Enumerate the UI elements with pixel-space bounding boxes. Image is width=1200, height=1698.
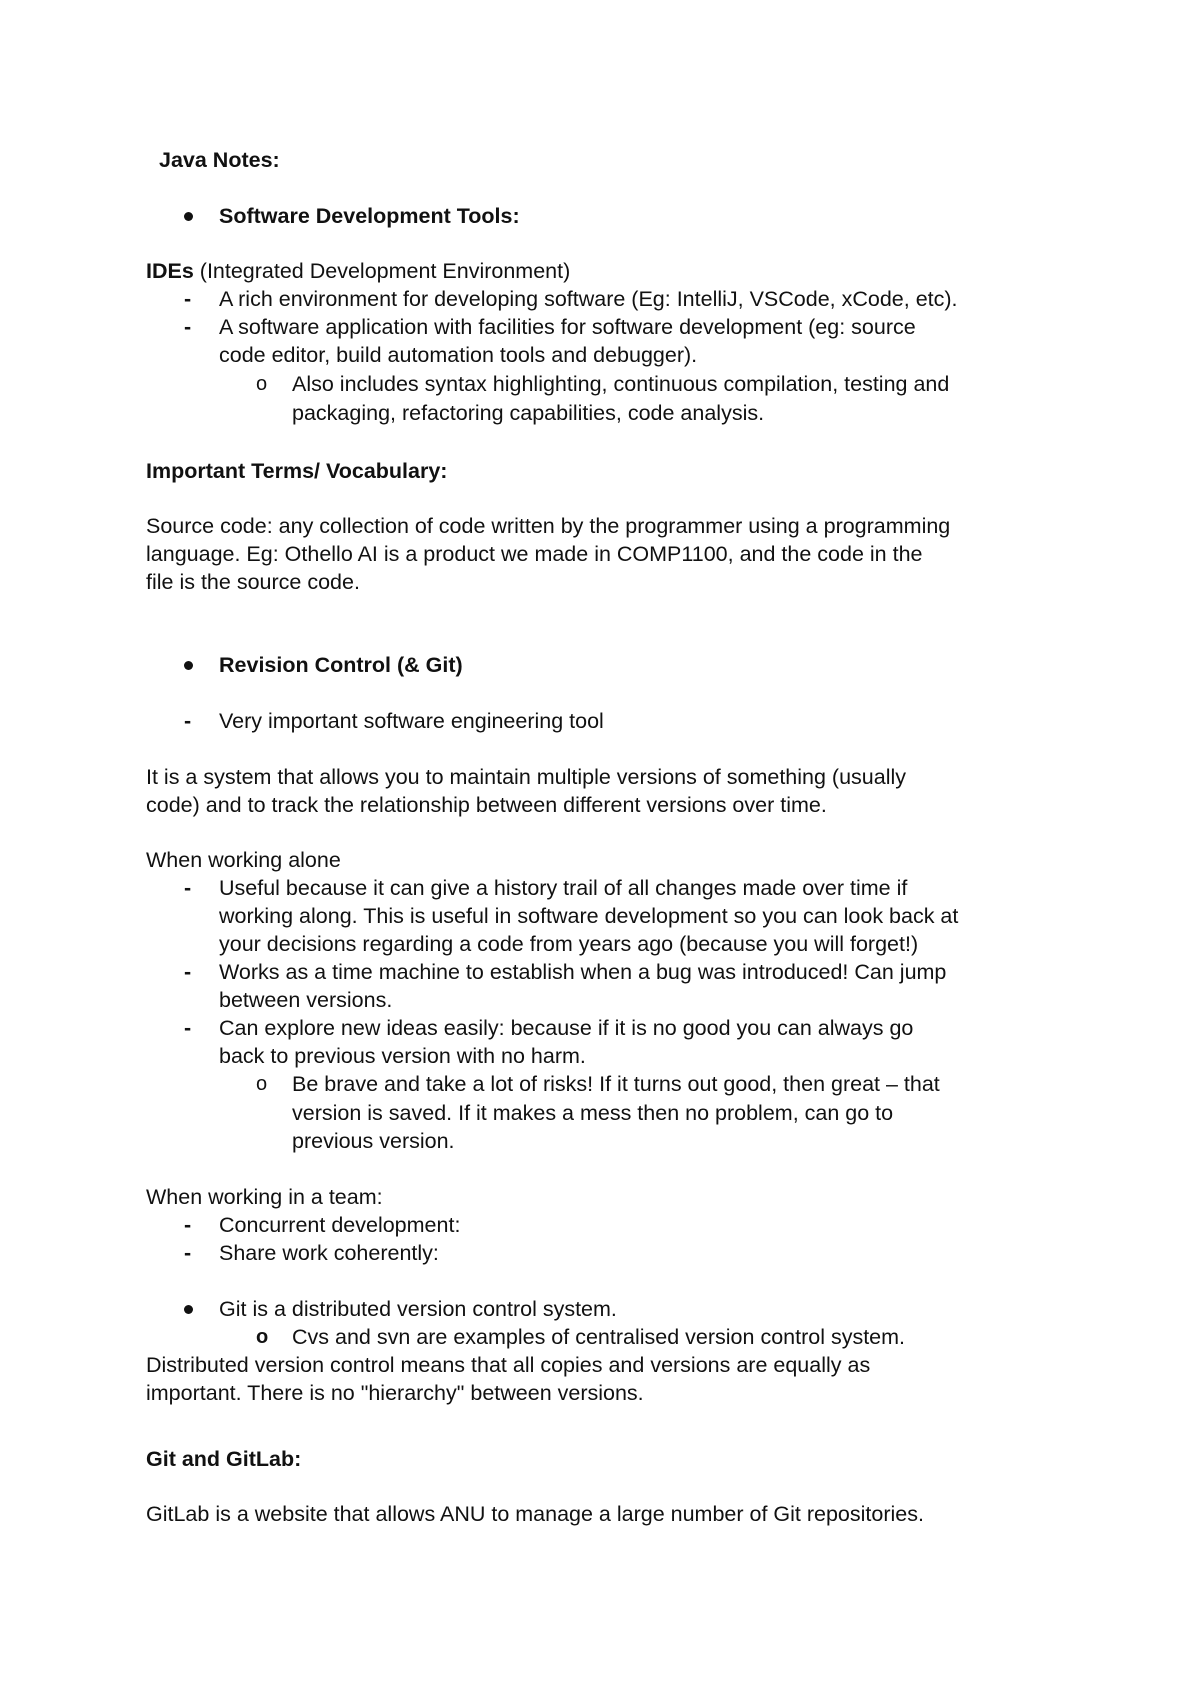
section-heading-tools: Software Development Tools: [219,204,520,228]
sub-list-item-continued: packaging, refactoring capabilities, code analysis. [292,401,765,425]
paragraph-line: It is a system that allows you to maintain multiple versions of something (usually [146,765,906,789]
ides-definition: (Integrated Development Environment) [193,259,571,283]
sub-list-item: Be brave and take a lot of risks! If it turns out good, then great – that [292,1072,940,1096]
list-item: A software application with facilities for software development (eg: source [219,315,916,339]
list-item-continued: between versions. [219,988,393,1012]
paragraph-line: Source code: any collection of code written by the programmer using a programming [146,514,951,538]
ides-line [146,257,570,285]
bullet-dot-icon [184,1305,193,1314]
sub-list-item-continued: previous version. [292,1129,455,1153]
list-item: Very important software engineering tool [219,709,604,733]
dash-bullet-icon: - [184,1213,192,1237]
section-heading-terms: Important Terms/ Vocabulary: [146,459,448,483]
paragraph-line: GitLab is a website that allows ANU to manage a large number of Git repositories. [146,1502,924,1526]
sub-list-item: Cvs and svn are examples of centralised version control system. [292,1325,906,1349]
sub-list-item: Also includes syntax highlighting, continuous compilation, testing and [292,372,950,396]
list-item-continued: back to previous version with no harm. [219,1044,586,1068]
bullet-dot-icon [184,661,193,670]
circle-bullet-icon: o [256,1073,268,1095]
list-item-continued: your decisions regarding a code from years ago (because you will forget!) [219,932,919,956]
dash-bullet-icon: - [184,876,192,900]
paragraph-line: Distributed version control means that all copies and versions are equally as [146,1353,871,1377]
list-item: Works as a time machine to establish when a bug was introduced! Can jump [219,960,947,984]
circle-bullet-icon: o [256,1326,269,1348]
sub-list-item-continued: version is saved. If it makes a mess then no problem, can go to [292,1101,894,1125]
list-item-continued: code editor, build automation tools and debugger). [219,343,698,367]
page-title: Java Notes: [159,148,280,172]
list-item: A rich environment for developing software (Eg: IntelliJ, VSCode, xCode, etc). [219,287,958,311]
dash-bullet-icon: - [184,709,192,733]
circle-bullet-icon: o [256,373,268,395]
paragraph-line: code) and to track the relationship between different versions over time. [146,793,827,817]
list-item: Useful because it can give a history trail of all changes made over time if [219,876,908,900]
list-item: Share work coherently: [219,1241,439,1265]
paragraph-line: important. There is no "hierarchy" between versions. [146,1381,644,1405]
list-item-continued: working along. This is useful in software development so you can look back at [219,904,959,928]
subheading-team: When working in a team: [146,1185,383,1209]
bullet-dot-icon [184,212,193,221]
subheading-alone: When working alone [146,848,341,872]
list-item: Can explore new ideas easily: because if it is no good you can always go [219,1016,914,1040]
dash-bullet-icon: - [184,1241,192,1265]
list-item: Git is a distributed version control system. [219,1297,617,1321]
paragraph-line: file is the source code. [146,570,360,594]
section-heading-gitlab: Git and GitLab: [146,1447,302,1471]
dash-bullet-icon: - [184,960,192,984]
ides-term: IDEs [146,259,194,283]
section-heading-revision: Revision Control (& Git) [219,653,463,677]
paragraph-line: language. Eg: Othello AI is a product we made in COMP1100, and the code in the [146,542,923,566]
dash-bullet-icon: - [184,1016,192,1040]
dash-bullet-icon: - [184,315,192,339]
list-item: Concurrent development: [219,1213,461,1237]
dash-bullet-icon: - [184,287,192,311]
